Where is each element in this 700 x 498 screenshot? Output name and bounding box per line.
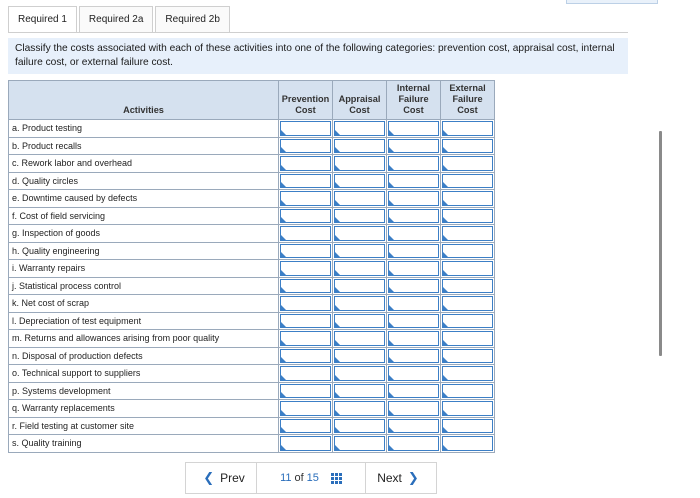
external-failure-cost-input[interactable] bbox=[442, 209, 493, 224]
activity-label: r. Field testing at customer site bbox=[9, 417, 279, 435]
appraisal-cost-input[interactable] bbox=[334, 436, 385, 451]
internal-failure-cost-cell bbox=[387, 260, 441, 278]
current-page: 11 bbox=[280, 472, 292, 484]
activity-label: n. Disposal of production defects bbox=[9, 347, 279, 365]
table-row bbox=[9, 190, 495, 208]
internal-failure-cost-input[interactable] bbox=[388, 419, 439, 434]
external-failure-cost-input[interactable] bbox=[442, 191, 493, 206]
external-failure-cost-input[interactable] bbox=[442, 419, 493, 434]
external-failure-cost-input[interactable] bbox=[442, 401, 493, 416]
header-internal-failure-cost bbox=[387, 81, 441, 120]
appraisal-cost-input[interactable] bbox=[334, 401, 385, 416]
appraisal-cost-cell bbox=[333, 365, 387, 383]
internal-failure-cost-input[interactable] bbox=[388, 209, 439, 224]
activity-label: h. Quality engineering bbox=[9, 242, 279, 260]
prevention-cost-input[interactable] bbox=[280, 349, 331, 364]
internal-failure-cost-input[interactable] bbox=[388, 436, 439, 451]
prevention-cost-input[interactable] bbox=[280, 366, 331, 381]
table-row bbox=[9, 172, 495, 190]
tab-required-2b[interactable]: Required 2b bbox=[155, 6, 229, 33]
prevention-cost-input[interactable] bbox=[280, 331, 331, 346]
appraisal-cost-cell bbox=[333, 207, 387, 225]
table-row bbox=[9, 137, 495, 155]
header-internal-line3: Cost bbox=[403, 105, 424, 115]
prevention-cost-cell bbox=[279, 435, 333, 453]
page-of-label: of bbox=[294, 472, 304, 484]
tab-required-2a[interactable]: Required 2a bbox=[79, 6, 153, 33]
table-row bbox=[9, 365, 495, 383]
header-internal-line2: Failure bbox=[398, 94, 429, 104]
appraisal-cost-cell bbox=[333, 137, 387, 155]
chevron-right-icon: ❯ bbox=[407, 470, 419, 485]
table-row bbox=[9, 400, 495, 418]
external-failure-cost-cell bbox=[441, 242, 495, 260]
external-failure-cost-cell bbox=[441, 120, 495, 138]
table-body bbox=[9, 120, 495, 453]
tab-divider bbox=[8, 32, 628, 33]
internal-failure-cost-input[interactable] bbox=[388, 261, 439, 276]
activity-label: s. Quality training bbox=[9, 435, 279, 453]
external-failure-cost-input[interactable] bbox=[442, 349, 493, 364]
appraisal-cost-cell bbox=[333, 382, 387, 400]
table-row bbox=[9, 155, 495, 173]
appraisal-cost-cell bbox=[333, 277, 387, 295]
header-appraisal-line1: Appraisal bbox=[338, 94, 381, 104]
prevention-cost-cell bbox=[279, 277, 333, 295]
external-failure-cost-input[interactable] bbox=[442, 244, 493, 259]
appraisal-cost-input[interactable] bbox=[334, 419, 385, 434]
appraisal-cost-input[interactable] bbox=[334, 279, 385, 294]
activity-label: l. Depreciation of test equipment bbox=[9, 312, 279, 330]
tab-bar bbox=[8, 6, 232, 33]
next-button[interactable] bbox=[366, 463, 436, 493]
classification-table bbox=[8, 80, 495, 453]
external-failure-cost-input[interactable] bbox=[442, 436, 493, 451]
internal-failure-cost-cell bbox=[387, 330, 441, 348]
internal-failure-cost-cell bbox=[387, 190, 441, 208]
prevention-cost-cell bbox=[279, 330, 333, 348]
internal-failure-cost-cell bbox=[387, 295, 441, 313]
internal-failure-cost-input[interactable] bbox=[388, 349, 439, 364]
prevention-cost-input[interactable] bbox=[280, 174, 331, 189]
internal-failure-cost-cell bbox=[387, 417, 441, 435]
appraisal-cost-cell bbox=[333, 330, 387, 348]
appraisal-cost-cell bbox=[333, 260, 387, 278]
table-row bbox=[9, 382, 495, 400]
internal-failure-cost-input[interactable] bbox=[388, 384, 439, 399]
prevention-cost-cell bbox=[279, 295, 333, 313]
table-row bbox=[9, 225, 495, 243]
appraisal-cost-input[interactable] bbox=[334, 244, 385, 259]
external-failure-cost-cell bbox=[441, 400, 495, 418]
appraisal-cost-input[interactable] bbox=[334, 139, 385, 154]
appraisal-cost-input[interactable] bbox=[334, 174, 385, 189]
table-row bbox=[9, 417, 495, 435]
prevention-cost-cell bbox=[279, 172, 333, 190]
appraisal-cost-cell bbox=[333, 172, 387, 190]
internal-failure-cost-input[interactable] bbox=[388, 174, 439, 189]
activity-label: p. Systems development bbox=[9, 382, 279, 400]
external-failure-cost-cell bbox=[441, 137, 495, 155]
page-indicator bbox=[257, 472, 365, 484]
vertical-scrollbar[interactable] bbox=[659, 131, 662, 356]
internal-failure-cost-cell bbox=[387, 400, 441, 418]
table-row bbox=[9, 120, 495, 138]
appraisal-cost-cell bbox=[333, 417, 387, 435]
external-failure-cost-input[interactable] bbox=[442, 314, 493, 329]
prevention-cost-cell bbox=[279, 260, 333, 278]
prevention-cost-cell bbox=[279, 347, 333, 365]
prevention-cost-input[interactable] bbox=[280, 226, 331, 241]
external-failure-cost-input[interactable] bbox=[442, 296, 493, 311]
prevention-cost-cell bbox=[279, 207, 333, 225]
chevron-left-icon: ❮ bbox=[203, 470, 215, 485]
appraisal-cost-input[interactable] bbox=[334, 191, 385, 206]
appraisal-cost-input[interactable] bbox=[334, 121, 385, 136]
internal-failure-cost-input[interactable] bbox=[388, 191, 439, 206]
activity-label: g. Inspection of goods bbox=[9, 225, 279, 243]
header-appraisal-cost bbox=[333, 81, 387, 120]
activity-label: q. Warranty replacements bbox=[9, 400, 279, 418]
activity-label: e. Downtime caused by defects bbox=[9, 190, 279, 208]
prevention-cost-input[interactable] bbox=[280, 139, 331, 154]
appraisal-cost-input[interactable] bbox=[334, 226, 385, 241]
prevention-cost-cell bbox=[279, 312, 333, 330]
external-failure-cost-cell bbox=[441, 155, 495, 173]
header-prevention-line2: Cost bbox=[295, 105, 316, 115]
appraisal-cost-cell bbox=[333, 400, 387, 418]
header-prevention-cost bbox=[279, 81, 333, 120]
prevention-cost-input[interactable] bbox=[280, 436, 331, 451]
appraisal-cost-cell bbox=[333, 435, 387, 453]
appraisal-cost-input[interactable] bbox=[334, 156, 385, 171]
prevention-cost-cell bbox=[279, 382, 333, 400]
top-right-button-stub[interactable] bbox=[566, 0, 658, 4]
appraisal-cost-cell bbox=[333, 347, 387, 365]
external-failure-cost-input[interactable] bbox=[442, 174, 493, 189]
appraisal-cost-cell bbox=[333, 312, 387, 330]
external-failure-cost-cell bbox=[441, 172, 495, 190]
prevention-cost-input[interactable] bbox=[280, 121, 331, 136]
prevention-cost-input[interactable] bbox=[280, 191, 331, 206]
internal-failure-cost-input[interactable] bbox=[388, 331, 439, 346]
internal-failure-cost-input[interactable] bbox=[388, 226, 439, 241]
prevention-cost-input[interactable] bbox=[280, 261, 331, 276]
prev-button[interactable] bbox=[186, 463, 256, 493]
appraisal-cost-input[interactable] bbox=[334, 296, 385, 311]
header-external-line3: Cost bbox=[457, 105, 478, 115]
appraisal-cost-input[interactable] bbox=[334, 349, 385, 364]
prevention-cost-input[interactable] bbox=[280, 156, 331, 171]
prevention-cost-cell bbox=[279, 400, 333, 418]
external-failure-cost-cell bbox=[441, 225, 495, 243]
prevention-cost-input[interactable] bbox=[280, 209, 331, 224]
grid-view-icon[interactable] bbox=[331, 473, 342, 484]
activity-label: o. Technical support to suppliers bbox=[9, 365, 279, 383]
header-activities: Activities bbox=[9, 81, 279, 120]
total-pages: 15 bbox=[306, 472, 319, 484]
external-failure-cost-cell bbox=[441, 312, 495, 330]
table-row bbox=[9, 295, 495, 313]
internal-failure-cost-input[interactable] bbox=[388, 279, 439, 294]
external-failure-cost-input[interactable] bbox=[442, 121, 493, 136]
tab-required-1[interactable]: Required 1 bbox=[8, 6, 77, 33]
activity-label: f. Cost of field servicing bbox=[9, 207, 279, 225]
prevention-cost-input[interactable] bbox=[280, 419, 331, 434]
internal-failure-cost-input[interactable] bbox=[388, 401, 439, 416]
external-failure-cost-cell bbox=[441, 330, 495, 348]
external-failure-cost-input[interactable] bbox=[442, 139, 493, 154]
external-failure-cost-input[interactable] bbox=[442, 261, 493, 276]
prevention-cost-cell bbox=[279, 155, 333, 173]
internal-failure-cost-cell bbox=[387, 365, 441, 383]
internal-failure-cost-input[interactable] bbox=[388, 244, 439, 259]
internal-failure-cost-cell bbox=[387, 120, 441, 138]
appraisal-cost-cell bbox=[333, 155, 387, 173]
prevention-cost-cell bbox=[279, 242, 333, 260]
activity-label: b. Product recalls bbox=[9, 137, 279, 155]
internal-failure-cost-cell bbox=[387, 207, 441, 225]
prevention-cost-cell bbox=[279, 137, 333, 155]
external-failure-cost-cell bbox=[441, 277, 495, 295]
external-failure-cost-cell bbox=[441, 365, 495, 383]
internal-failure-cost-cell bbox=[387, 155, 441, 173]
internal-failure-cost-cell bbox=[387, 347, 441, 365]
appraisal-cost-cell bbox=[333, 190, 387, 208]
appraisal-cost-cell bbox=[333, 295, 387, 313]
external-failure-cost-input[interactable] bbox=[442, 366, 493, 381]
instruction-text: Classify the costs associated with each of these activities into one of the following categories: prevention cost, appraisal cost, internal failure cost, or external failure cost. bbox=[8, 38, 628, 74]
activity-label: c. Rework labor and overhead bbox=[9, 155, 279, 173]
table-row bbox=[9, 277, 495, 295]
activity-label: i. Warranty repairs bbox=[9, 260, 279, 278]
external-failure-cost-cell bbox=[441, 417, 495, 435]
internal-failure-cost-input[interactable] bbox=[388, 121, 439, 136]
table-row bbox=[9, 242, 495, 260]
appraisal-cost-input[interactable] bbox=[334, 261, 385, 276]
prevention-cost-input[interactable] bbox=[280, 384, 331, 399]
external-failure-cost-cell bbox=[441, 347, 495, 365]
external-failure-cost-cell bbox=[441, 435, 495, 453]
table-row bbox=[9, 312, 495, 330]
pagination bbox=[185, 462, 437, 494]
prevention-cost-input[interactable] bbox=[280, 279, 331, 294]
prevention-cost-cell bbox=[279, 365, 333, 383]
internal-failure-cost-input[interactable] bbox=[388, 314, 439, 329]
appraisal-cost-input[interactable] bbox=[334, 384, 385, 399]
next-label: Next bbox=[377, 471, 402, 485]
table-row bbox=[9, 347, 495, 365]
header-external-failure-cost bbox=[441, 81, 495, 120]
table-row bbox=[9, 207, 495, 225]
internal-failure-cost-cell bbox=[387, 312, 441, 330]
appraisal-cost-input[interactable] bbox=[334, 366, 385, 381]
internal-failure-cost-input[interactable] bbox=[388, 366, 439, 381]
prevention-cost-cell bbox=[279, 190, 333, 208]
internal-failure-cost-cell bbox=[387, 137, 441, 155]
activity-label: d. Quality circles bbox=[9, 172, 279, 190]
appraisal-cost-cell bbox=[333, 120, 387, 138]
activity-label: j. Statistical process control bbox=[9, 277, 279, 295]
internal-failure-cost-cell bbox=[387, 172, 441, 190]
external-failure-cost-cell bbox=[441, 260, 495, 278]
external-failure-cost-input[interactable] bbox=[442, 226, 493, 241]
external-failure-cost-input[interactable] bbox=[442, 156, 493, 171]
internal-failure-cost-input[interactable] bbox=[388, 139, 439, 154]
prevention-cost-input[interactable] bbox=[280, 244, 331, 259]
external-failure-cost-input[interactable] bbox=[442, 384, 493, 399]
external-failure-cost-cell bbox=[441, 382, 495, 400]
external-failure-cost-cell bbox=[441, 207, 495, 225]
header-prevention-line1: Prevention bbox=[281, 94, 330, 104]
prevention-cost-cell bbox=[279, 417, 333, 435]
header-external-line2: Failure bbox=[452, 94, 483, 104]
internal-failure-cost-cell bbox=[387, 225, 441, 243]
prevention-cost-cell bbox=[279, 120, 333, 138]
external-failure-cost-input[interactable] bbox=[442, 279, 493, 294]
appraisal-cost-input[interactable] bbox=[334, 331, 385, 346]
prevention-cost-input[interactable] bbox=[280, 314, 331, 329]
activity-label: m. Returns and allowances arising from poor quality bbox=[9, 330, 279, 348]
appraisal-cost-input[interactable] bbox=[334, 314, 385, 329]
internal-failure-cost-cell bbox=[387, 277, 441, 295]
activity-label: k. Net cost of scrap bbox=[9, 295, 279, 313]
activity-label: a. Product testing bbox=[9, 120, 279, 138]
internal-failure-cost-cell bbox=[387, 382, 441, 400]
header-internal-line1: Internal bbox=[396, 83, 431, 93]
table-row bbox=[9, 330, 495, 348]
header-external-line1: External bbox=[449, 83, 486, 93]
prev-label: Prev bbox=[220, 471, 245, 485]
appraisal-cost-cell bbox=[333, 242, 387, 260]
internal-failure-cost-input[interactable] bbox=[388, 296, 439, 311]
external-failure-cost-input[interactable] bbox=[442, 331, 493, 346]
appraisal-cost-cell bbox=[333, 225, 387, 243]
header-appraisal-line2: Cost bbox=[349, 105, 370, 115]
prevention-cost-input[interactable] bbox=[280, 401, 331, 416]
internal-failure-cost-cell bbox=[387, 435, 441, 453]
external-failure-cost-cell bbox=[441, 190, 495, 208]
prevention-cost-input[interactable] bbox=[280, 296, 331, 311]
appraisal-cost-input[interactable] bbox=[334, 209, 385, 224]
table-row bbox=[9, 260, 495, 278]
internal-failure-cost-cell bbox=[387, 242, 441, 260]
table-row bbox=[9, 435, 495, 453]
prevention-cost-cell bbox=[279, 225, 333, 243]
internal-failure-cost-input[interactable] bbox=[388, 156, 439, 171]
external-failure-cost-cell bbox=[441, 295, 495, 313]
